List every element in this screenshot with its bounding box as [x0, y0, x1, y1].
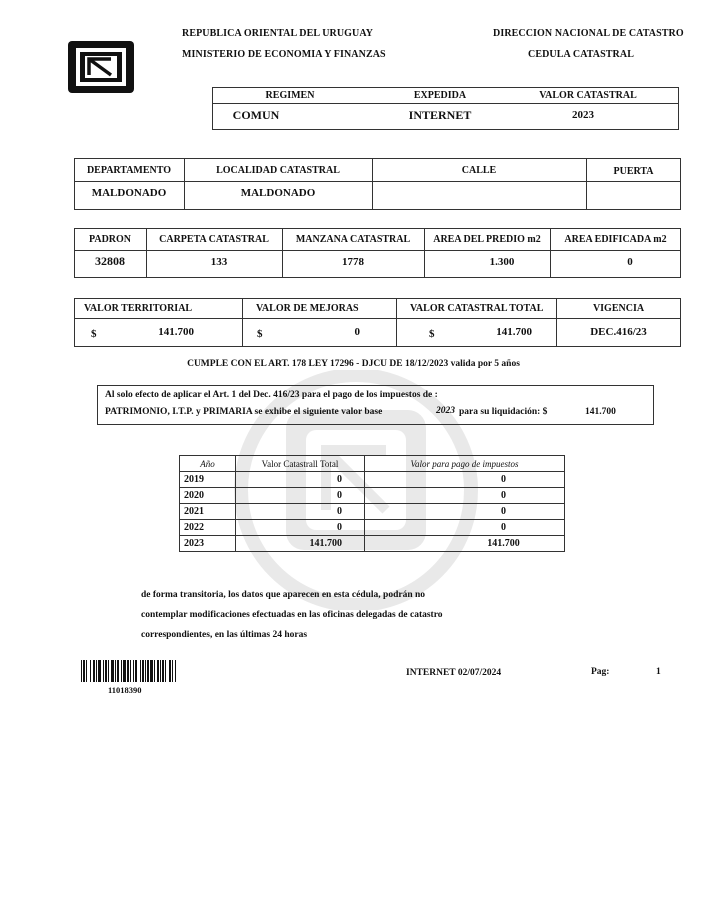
expedida-value: INTERNET: [408, 108, 472, 122]
table-row: [180, 472, 565, 488]
table-row: [180, 504, 565, 520]
table-row: [180, 536, 565, 552]
manzana-header: MANZANA CATASTRAL: [295, 234, 411, 245]
history-header-row: [180, 456, 565, 472]
vigencia-value: DEC.416/23: [590, 326, 647, 338]
barcode-number: 11018390: [108, 685, 142, 695]
vigencia-header: VIGENCIA: [592, 303, 645, 314]
history-year: 2019: [180, 472, 236, 488]
localidad-header: LOCALIDAD CATASTRAL: [216, 165, 340, 176]
table-row: [180, 520, 565, 536]
header-ministry: MINISTERIO DE ECONOMIA Y FINANZAS: [182, 49, 386, 60]
transitory-line2: contemplar modificaciones efectuadas en las oficinas delegadas de catastro: [141, 610, 443, 620]
departamento-value: MALDONADO: [91, 187, 167, 199]
history-year: 2021: [180, 504, 236, 520]
dnc-logo-icon: [67, 40, 135, 94]
padron-header: PADRON: [88, 234, 132, 245]
transitory-line1: de forma transitoria, los datos que aparecen en esta cédula, podrán no: [141, 590, 426, 600]
history-year: 2022: [180, 520, 236, 536]
total-header: VALOR CATASTRAL TOTAL: [410, 303, 544, 314]
territorial-value: 141.700: [158, 326, 194, 338]
issued-date: INTERNET 02/07/2024: [406, 668, 502, 678]
regimen-header: REGIMEN: [265, 90, 315, 101]
history-impuestos: 0: [365, 504, 565, 520]
history-impuestos: 141.700: [365, 536, 565, 552]
history-total: 141.700: [236, 536, 365, 552]
carpeta-header: CARPETA CATASTRAL: [159, 234, 269, 245]
history-impuestos: 0: [365, 520, 565, 536]
regimen-value: COMUN: [232, 108, 280, 122]
history-total: 0: [236, 504, 365, 520]
history-year: 2023: [180, 536, 236, 552]
history-total: 0: [236, 472, 365, 488]
history-total: 0: [236, 520, 365, 536]
header-doc-title: CEDULA CATASTRAL: [528, 49, 634, 60]
page-label: Pag:: [591, 667, 610, 677]
page-number: 1: [656, 667, 661, 677]
mejoras-header: VALOR DE MEJORAS: [256, 303, 359, 314]
calle-header: CALLE: [461, 165, 497, 176]
carpeta-value: 133: [210, 256, 228, 268]
notice-line2: PATRIMONIO, I.T.P. y PRIMARIA se exhibe el siguiente valor base: [105, 407, 383, 417]
valor-catastral-year: 2023: [572, 109, 594, 121]
header-direction: DIRECCION NACIONAL DE CATASTRO: [493, 28, 684, 39]
localidad-value: MALDONADO: [240, 187, 316, 199]
history-impuestos: 0: [365, 472, 565, 488]
padron-value: 32808: [95, 254, 125, 268]
total-value: 141.700: [496, 326, 532, 338]
table-row: [180, 488, 565, 504]
history-impuestos: 0: [365, 488, 565, 504]
header-country: REPUBLICA ORIENTAL DEL URUGUAY: [182, 28, 374, 39]
valor-catastral-header: VALOR CATASTRAL: [539, 90, 637, 101]
transitory-line3: correspondientes, en las últimas 24 horas: [141, 630, 308, 640]
expedida-header: EXPEDIDA: [413, 90, 467, 101]
history-year: 2020: [180, 488, 236, 504]
mejoras-currency: $: [257, 328, 263, 340]
history-header-total: Valor Catastrall Total: [236, 456, 365, 472]
area-edificada-header: AREA EDIFICADA m2: [564, 234, 667, 245]
notice-liquidacion: para su liquidación: $: [459, 407, 548, 417]
notice-line1: Al solo efecto de aplicar el Art. 1 del Dec. 416/23 para el pago de los impuestos de :: [105, 390, 438, 400]
history-total: 0: [236, 488, 365, 504]
cumple-statement: CUMPLE CON EL ART. 178 LEY 17296 - DJCU DE 18/12/2023 valida por 5 años: [187, 359, 520, 369]
territorial-header: VALOR TERRITORIAL: [84, 303, 193, 314]
puerta-header: PUERTA: [613, 166, 654, 177]
total-currency: $: [429, 328, 435, 340]
departamento-header: DEPARTAMENTO: [86, 165, 172, 176]
territorial-currency: $: [91, 328, 97, 340]
history-header-anio: Año: [180, 456, 236, 472]
history-header-impuestos: Valor para pago de impuestos: [365, 456, 565, 472]
history-table: [179, 455, 565, 552]
barcode: [81, 660, 239, 682]
area-predio-header: AREA DEL PREDIO m2: [433, 234, 541, 245]
area-edificada-value: 0: [627, 256, 633, 268]
mejoras-value: 0: [354, 326, 360, 338]
notice-value: 141.700: [585, 407, 616, 417]
manzana-value: 1778: [342, 256, 364, 268]
area-predio-value: 1.300: [489, 256, 515, 268]
notice-year: 2023: [436, 406, 455, 416]
